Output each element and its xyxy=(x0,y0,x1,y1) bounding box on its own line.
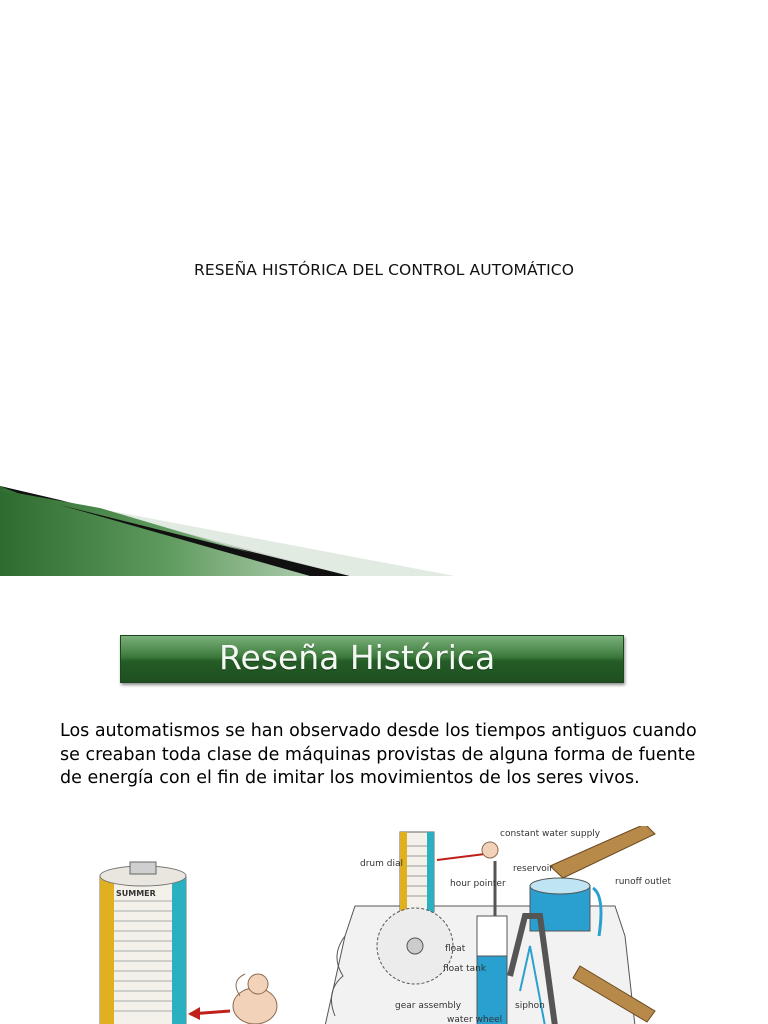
label-drum-dial: drum dial xyxy=(360,859,403,869)
decorative-wedge xyxy=(0,480,470,576)
label-siphon: siphon xyxy=(515,1001,545,1011)
slide-title: RESEÑA HISTÓRICA DEL CONTROL AUTOMÁTICO xyxy=(193,261,574,279)
body-paragraph: Los automatismos se han observado desde los tiempos antiguos cuando se creaban toda clase de máquinas provistas de alguna forma de fuente de energía con el fin de imitar los movimientos de los seres vivos. xyxy=(60,721,697,788)
label-float: float xyxy=(445,944,466,954)
drum-clock-illustration xyxy=(90,856,290,1024)
label-constant-water-supply: constant water supply xyxy=(500,829,601,839)
label-float-tank: float tank xyxy=(443,964,487,974)
label-water-wheel: water wheel xyxy=(447,1015,503,1024)
drum-label: SUMMER xyxy=(116,889,156,898)
label-reservoir: reservoir xyxy=(513,864,553,874)
label-runoff-outlet: runoff outlet xyxy=(615,877,671,887)
section-banner xyxy=(120,635,624,683)
history-slide xyxy=(0,576,768,1024)
label-hour-pointer: hour pointer xyxy=(450,879,506,889)
water-clock-diagram xyxy=(325,826,685,1024)
banner-title: Reseña Histórica xyxy=(219,638,496,677)
label-gear-assembly: gear assembly xyxy=(395,1001,462,1011)
